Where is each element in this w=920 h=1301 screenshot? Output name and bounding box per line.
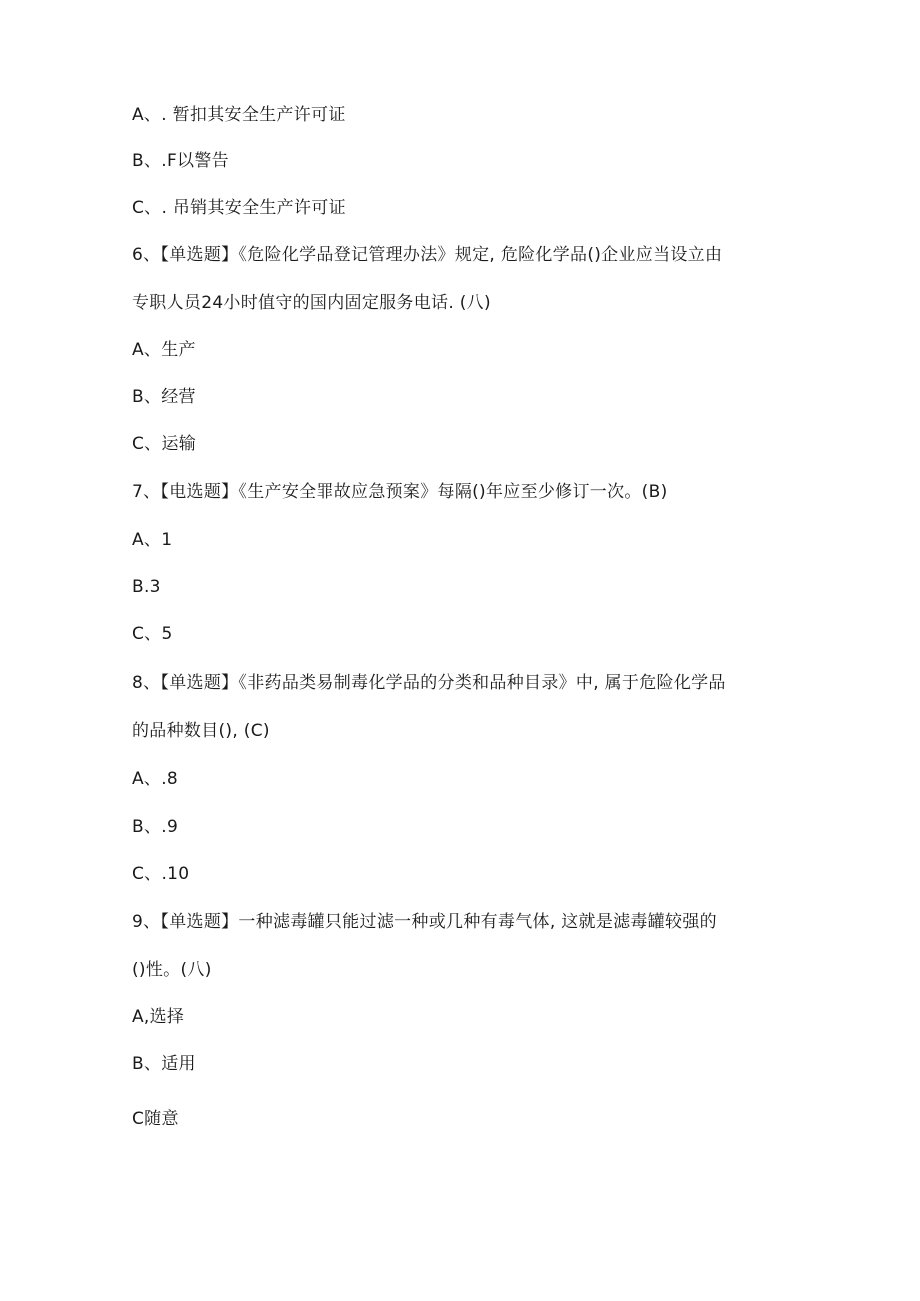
option-line: C、.10 <box>132 864 190 884</box>
question-line: 9、【单选题】一种滤毒罐只能过滤一种或几种有毒气体, 这就是滤毒罐较强的 <box>132 912 717 932</box>
option-line: B、.F以警告 <box>132 151 229 171</box>
question-line: 的品种数目(), (C) <box>132 721 270 741</box>
option-line: A、.8 <box>132 769 179 789</box>
question-line: 7、【电选题】《生产安全罪故应急预案》每隔()年应至少修订一次。(B) <box>132 482 668 502</box>
option-line: A、1 <box>132 530 173 550</box>
option-line: C、. 吊销其安全生产许可证 <box>132 198 346 218</box>
option-line: C、5 <box>132 624 173 644</box>
option-line: C随意 <box>132 1109 179 1129</box>
question-line: 6、【单选题】《危险化学品登记管理办法》规定, 危险化学品()企业应当设立由 <box>132 245 723 265</box>
question-line: 专职人员24小时值守的国内固定服务电话. (八) <box>132 293 491 313</box>
option-line: A、生产 <box>132 340 196 360</box>
option-line: B.3 <box>132 577 161 597</box>
option-line: A,选择 <box>132 1007 185 1027</box>
option-line: B、经营 <box>132 387 196 407</box>
question-line: ()性。(八) <box>132 960 212 980</box>
option-line: B、.9 <box>132 817 179 837</box>
option-line: C、运输 <box>132 434 197 454</box>
option-line: A、. 暂扣其安全生产许可证 <box>132 105 346 125</box>
question-line: 8、【单选题】《非药品类易制毒化学品的分类和品种目录》中, 属于危险化学品 <box>132 673 726 693</box>
option-line: B、适用 <box>132 1054 196 1074</box>
